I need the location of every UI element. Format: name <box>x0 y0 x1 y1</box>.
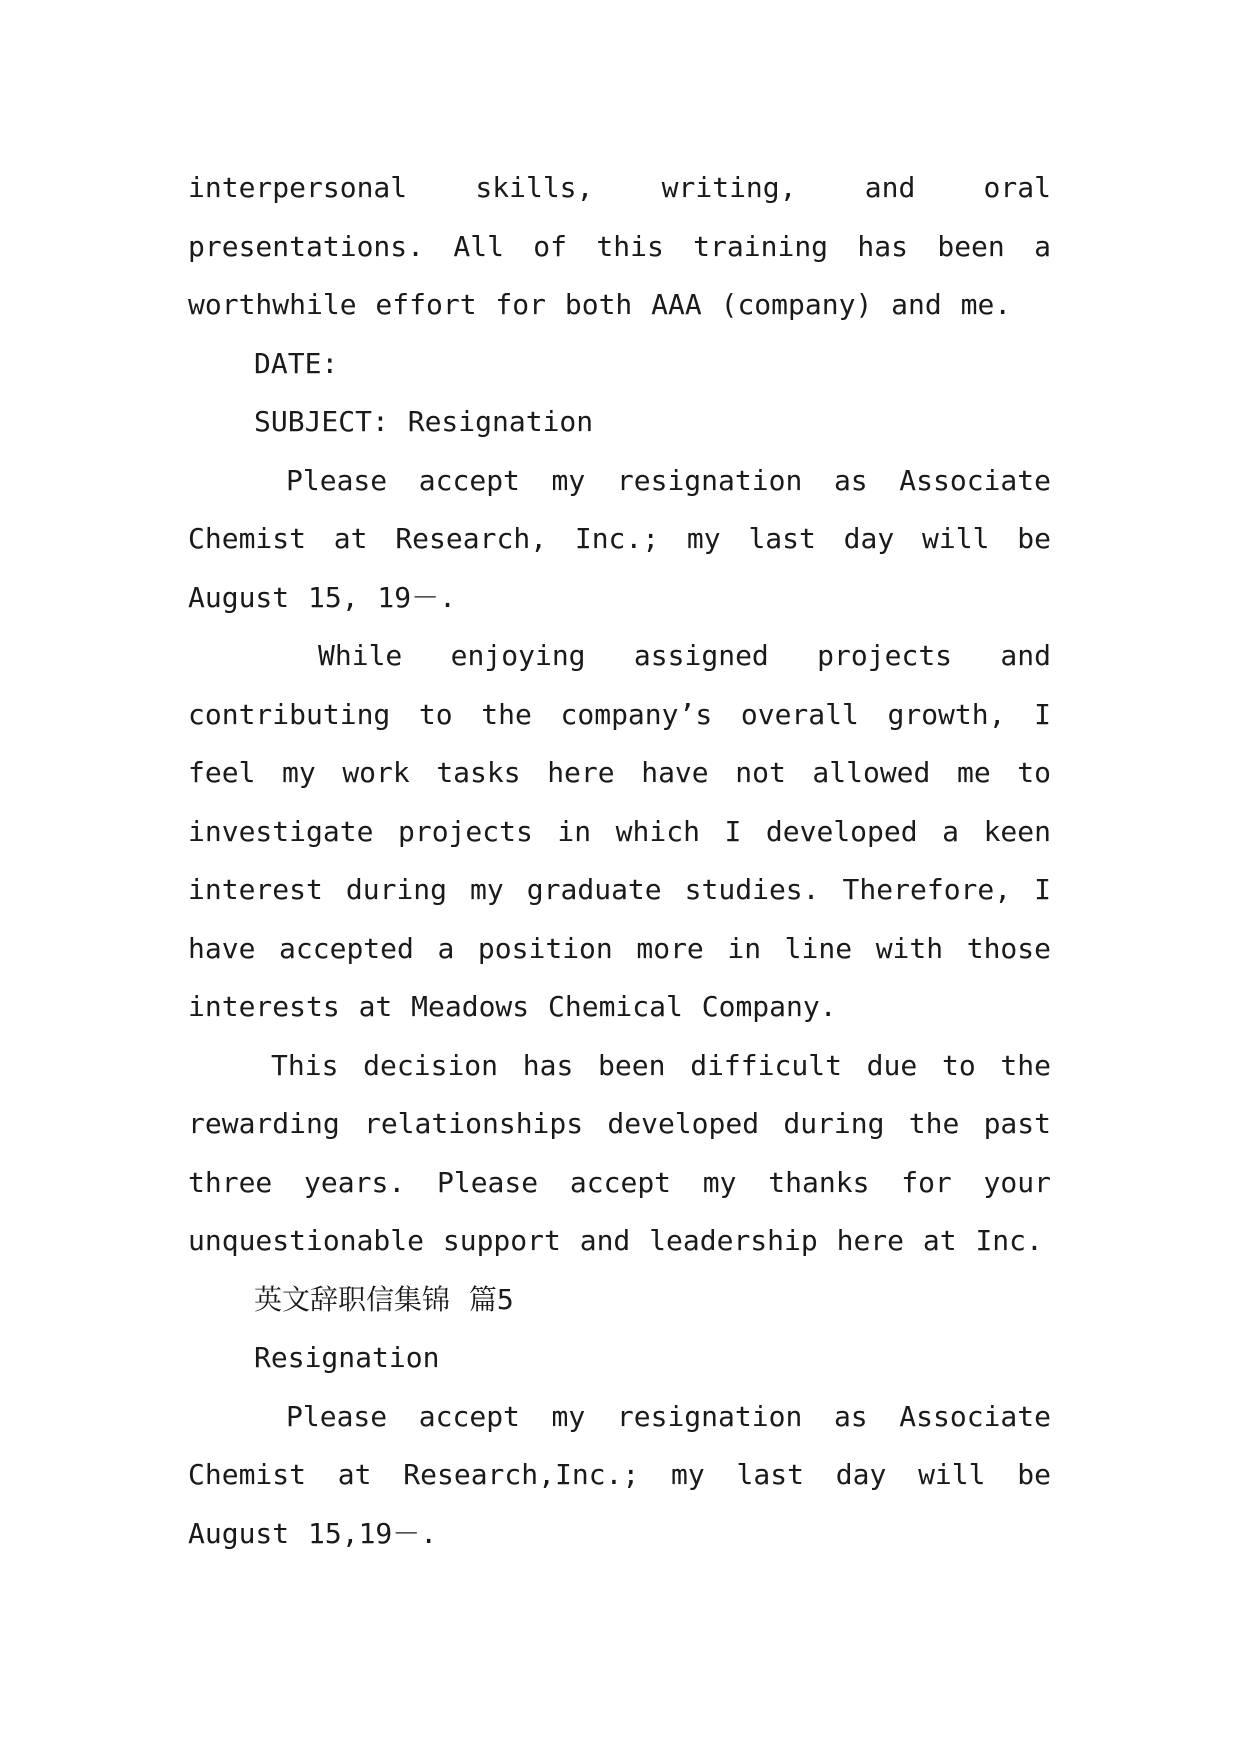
paragraph-training: interpersonal skills, writing, and oral presentations. All of this training has been a worthwhile effort for both AAA (company) and me. <box>188 171 1051 321</box>
date-label: DATE: <box>254 346 339 380</box>
paragraph-reason: While enjoying assigned projects and contributing to the company’s overall growth, I feel my work tasks here have not allowed me to investigate projects in which I developed a keen interest during my graduate studies. Therefore, I have accepted a position more in line with those interests at Meadows Chemical Company. <box>188 639 1051 1023</box>
document-page <box>188 159 1051 1563</box>
section-heading: 英文辞职信集锦 篇5 <box>254 1282 514 1316</box>
paragraph-resignation-notice-2: Please accept my resignation as Associate Chemist at Research,Inc.; my last day will be August 15,19－. <box>188 1399 1051 1550</box>
paragraph-thanks: This decision has been difficult due to the rewarding relationships developed during the past three years. Please accept my thanks for your unquestionable support and leadership here at Inc. <box>188 1048 1051 1257</box>
subject-line: SUBJECT: Resignation <box>254 405 594 438</box>
paragraph-resignation-notice: Please accept my resignation as Associate Chemist at Research, Inc.; my last day will be August 15, 19－. <box>188 463 1051 614</box>
section-subtitle: Resignation <box>254 1341 440 1374</box>
